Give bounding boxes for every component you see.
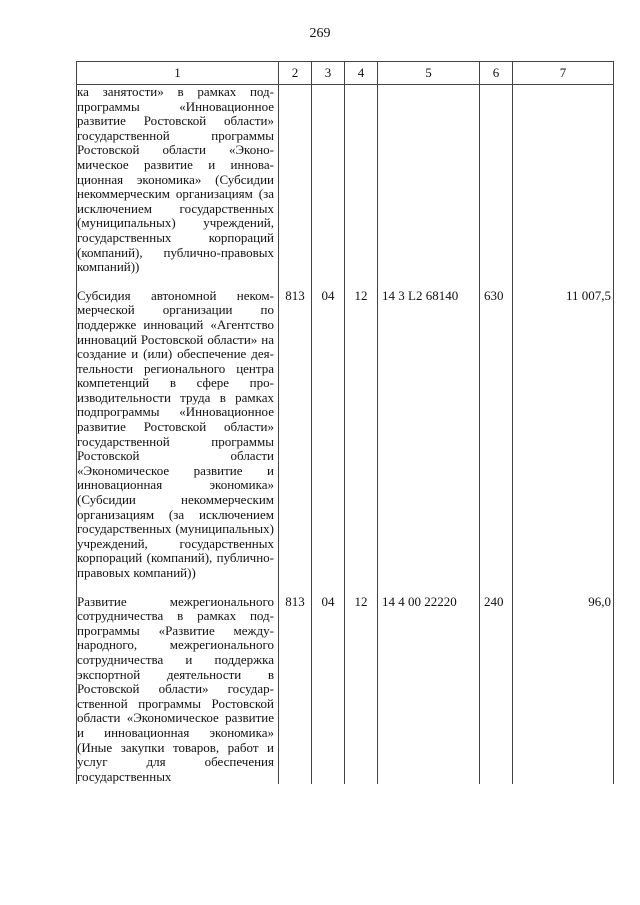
page-number: 269 [309,26,331,41]
row-description: ка занятости» в рамках подпрограммы «Инновационное развитие Ростовской области» государственной программы Ростовской области «Экономическое развитие и инновационная экономика» (Субсидии некоммерческим организациям (за исключением государственных (муниципальных) учреждений, государственных корпораций (компаний), публично-правовых компаний)) [77,85,279,275]
row-ministry-code: 813 [279,289,312,581]
header-col-1: 1 [77,62,279,85]
row-subsection-code: 12 [345,289,378,581]
header-col-6: 6 [480,62,513,85]
header-row [77,62,614,85]
table-row [77,85,614,275]
budget-table [76,61,614,784]
row-description: Развитие межрегионального сотрудничества в рамках подпрограммы «Развитие международного, межрегионального сотрудничества и поддержка экспортной деятельности в Ростовской области» государственной программы Ростовской области «Экономическое развитие и инновационная экономика» (Иные закупки товаров, работ и услуг для обеспечения государственных [77,595,279,785]
table-row [77,595,614,785]
row-description: Субсидия автономной некоммерческой организации по поддержке инноваций «Агентство инноваций Ростовской области» на создание и (или) обеспечение деятельности регионального центра компетенций в сфере производительности труда в рамках подпрограммы «Инновационное развитие Ростовской области» государственной программы Ростовской области «Экономическое развитие и инновационная экономика» (Субсидии некоммерческим организациям (за исключением государственных (муниципальных) учреждений, государственных корпораций (компаний), публично-правовых компаний)) [77,289,279,581]
row-section-code [312,85,345,275]
row-subsection-code: 12 [345,595,378,785]
row-amount [513,85,614,275]
row-spacer [77,275,614,289]
row-section-code: 04 [312,595,345,785]
row-target-article: 14 4 00 22220 [378,595,480,785]
header-col-4: 4 [345,62,378,85]
row-ministry-code: 813 [279,595,312,785]
row-target-article [378,85,480,275]
row-ministry-code [279,85,312,275]
row-expense-type: 240 [480,595,513,785]
table-row [77,289,614,581]
header-col-3: 3 [312,62,345,85]
row-expense-type [480,85,513,275]
row-target-article: 14 3 L2 68140 [378,289,480,581]
row-amount: 96,0 [513,595,614,785]
header-col-2: 2 [279,62,312,85]
header-col-5: 5 [378,62,480,85]
header-col-7: 7 [513,62,614,85]
row-amount: 11 007,5 [513,289,614,581]
row-section-code: 04 [312,289,345,581]
row-spacer [77,581,614,595]
row-expense-type: 630 [480,289,513,581]
row-subsection-code [345,85,378,275]
